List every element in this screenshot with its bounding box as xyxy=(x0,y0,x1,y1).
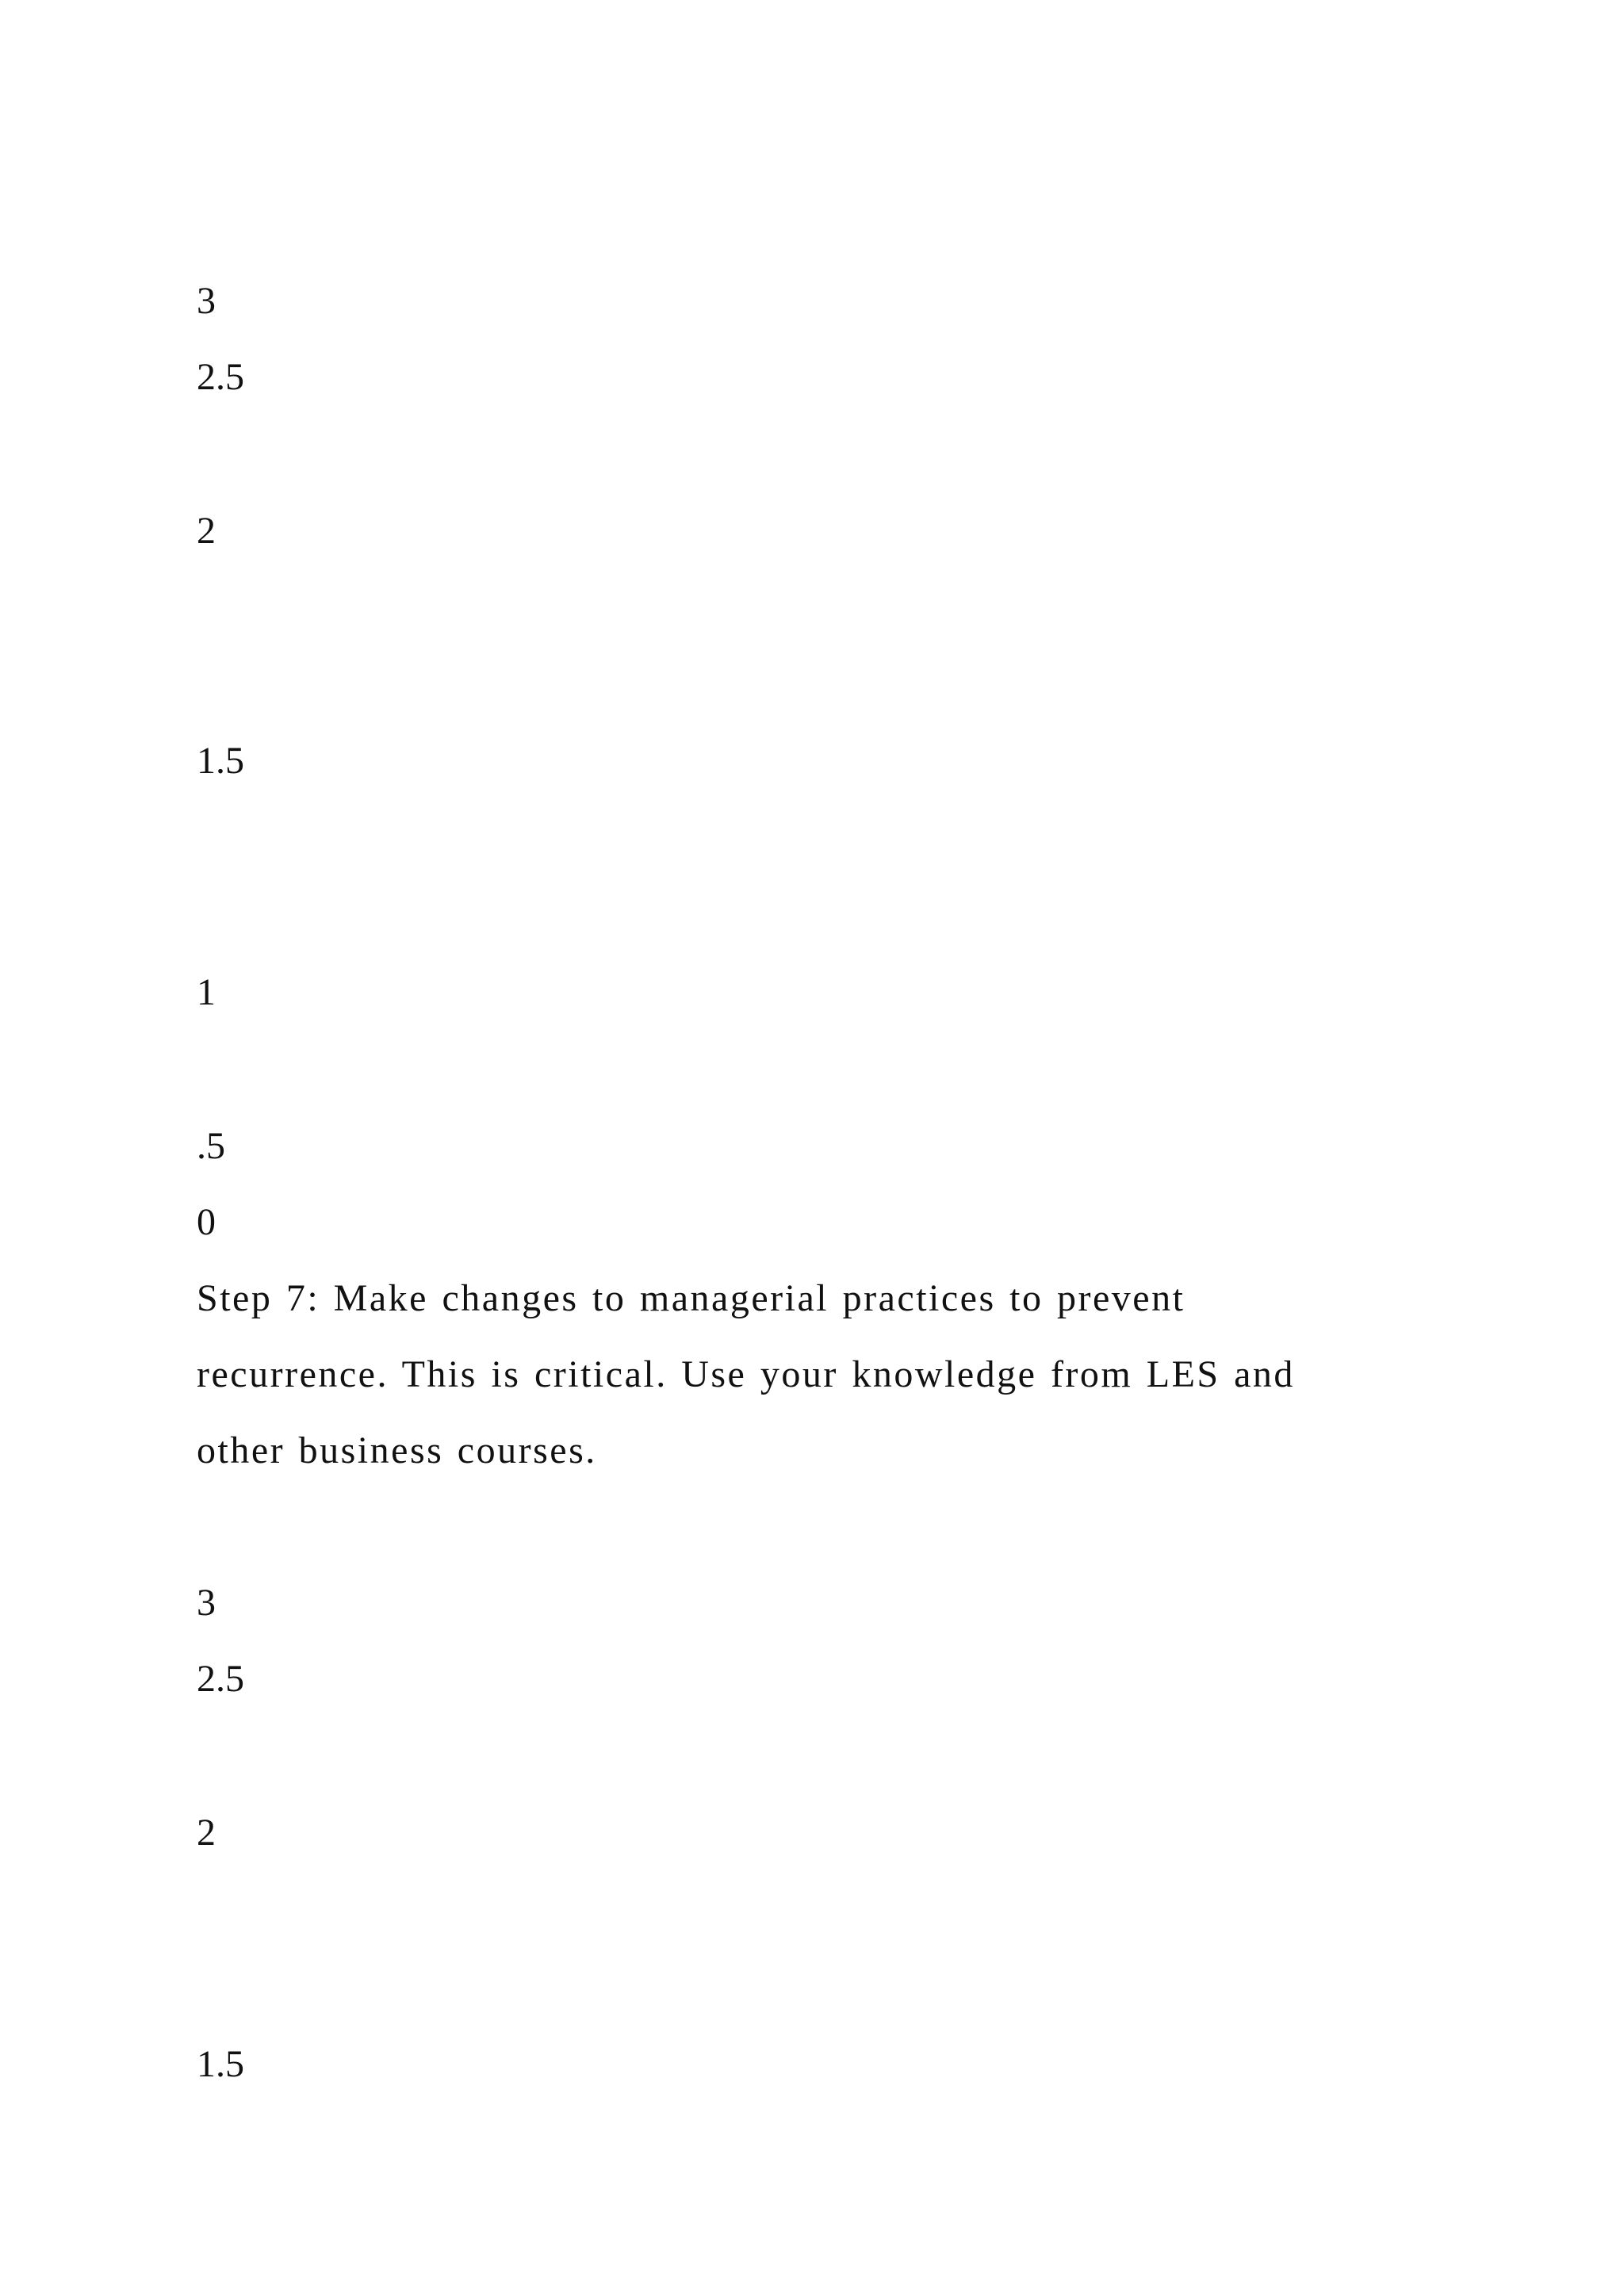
upper-value-2: 2 xyxy=(197,510,216,552)
upper-value-1-5: 1.5 xyxy=(197,740,244,782)
step-7-line-2: recurrence. This is critical. Use your knowledge from LES and xyxy=(197,1353,1295,1395)
lower-value-1-5: 1.5 xyxy=(197,2043,244,2085)
upper-value-2-5: 2.5 xyxy=(197,356,244,398)
step-7-line-3: other business courses. xyxy=(197,1429,597,1471)
lower-value-2: 2 xyxy=(197,1812,216,1854)
lower-value-2-5: 2.5 xyxy=(197,1658,244,1700)
upper-value-0-5: .5 xyxy=(197,1125,225,1167)
upper-value-0: 0 xyxy=(197,1201,216,1243)
step-7-line-1: Step 7: Make changes to managerial practices to prevent xyxy=(197,1277,1185,1319)
upper-value-3: 3 xyxy=(197,280,216,322)
upper-value-1: 1 xyxy=(197,971,216,1013)
lower-value-3: 3 xyxy=(197,1582,216,1624)
